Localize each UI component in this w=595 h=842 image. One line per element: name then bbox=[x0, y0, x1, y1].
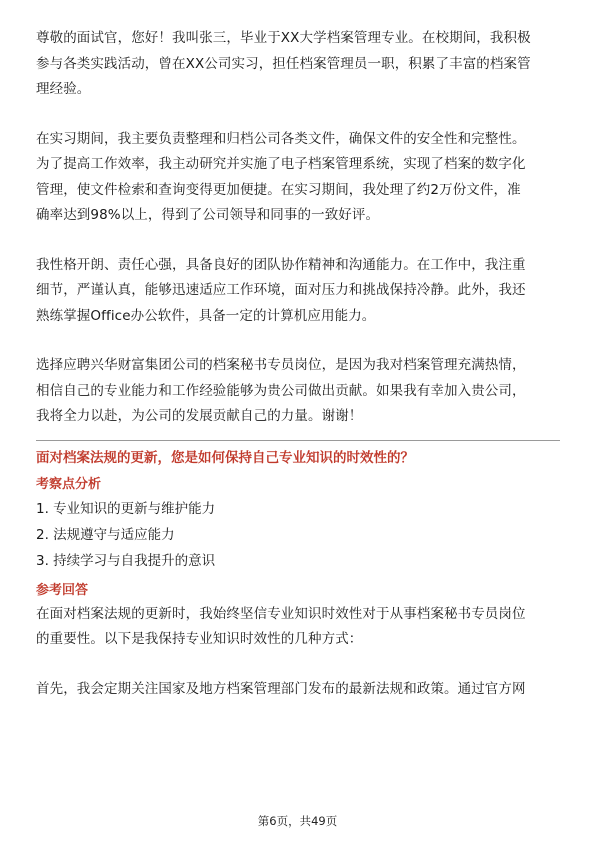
analysis-title: 考察点分析 bbox=[36, 476, 102, 492]
intro-paragraph: 尊敬的面试官，您好！我叫张三，毕业于XX大学档案管理专业。在校期间，我积极 参与各类实践活动，曾在XX公司实习，担任档案管理员一职，积累了丰富的档案管 理经验。 bbox=[36, 30, 531, 97]
list-item: 1. 专业知识的更新与维护能力 bbox=[36, 500, 216, 517]
list-item: 2. 法规遵守与适应能力 bbox=[36, 526, 175, 543]
answer-paragraph: 首先，我会定期关注国家及地方档案管理部门发布的最新法规和政策。通过官方网 bbox=[36, 680, 526, 697]
page-number: 第6页，共49页 bbox=[257, 814, 338, 828]
internship-paragraph: 在实习期间，我主要负责整理和归档公司各类文件，确保文件的安全性和完整性。 为了提高工作效率，我主动研究并实施了电子档案管理系统，实现了档案的数字化 管理，使文件检索和查询变得更加便捷。在实习期间，我处理了约2万份文件，准 确率达到98%以上，得到了公司领导和同事的一致好评。 bbox=[36, 130, 526, 223]
answer-title: 参考回答 bbox=[36, 582, 89, 598]
motivation-paragraph: 选择应聘兴华财富集团公司的档案秘书专员岗位，是因为我对档案管理充满热情， 相信自己的专业能力和工作经验能够为贵公司做出贡献。如果我有幸加入贵公司， 我将全力以赴，为公司的发展贡献自己的力量。谢谢！ bbox=[36, 357, 526, 424]
page-content bbox=[36, 26, 560, 702]
answer-paragraph: 在面对档案法规的更新时，我始终坚信专业知识时效性对于从事档案秘书专员岗位 的重要性。以下是我保持专业知识时效性的几种方式： bbox=[36, 605, 526, 647]
section-divider bbox=[36, 440, 560, 441]
analysis-list bbox=[36, 496, 560, 574]
list-item: 3. 持续学习与自我提升的意识 bbox=[36, 552, 216, 569]
interview-question: 面对档案法规的更新，您是如何保持自己专业知识的时效性的？ bbox=[36, 449, 414, 466]
personality-paragraph: 我性格开朗、责任心强，具备良好的团队协作精神和沟通能力。在工作中，我注重 细节，严谨认真，能够迅速适应工作环境，面对压力和挑战保持冷静。此外，我还 熟练掌握Office办公软件，具备一定的计算机应用能力。 bbox=[36, 256, 526, 324]
